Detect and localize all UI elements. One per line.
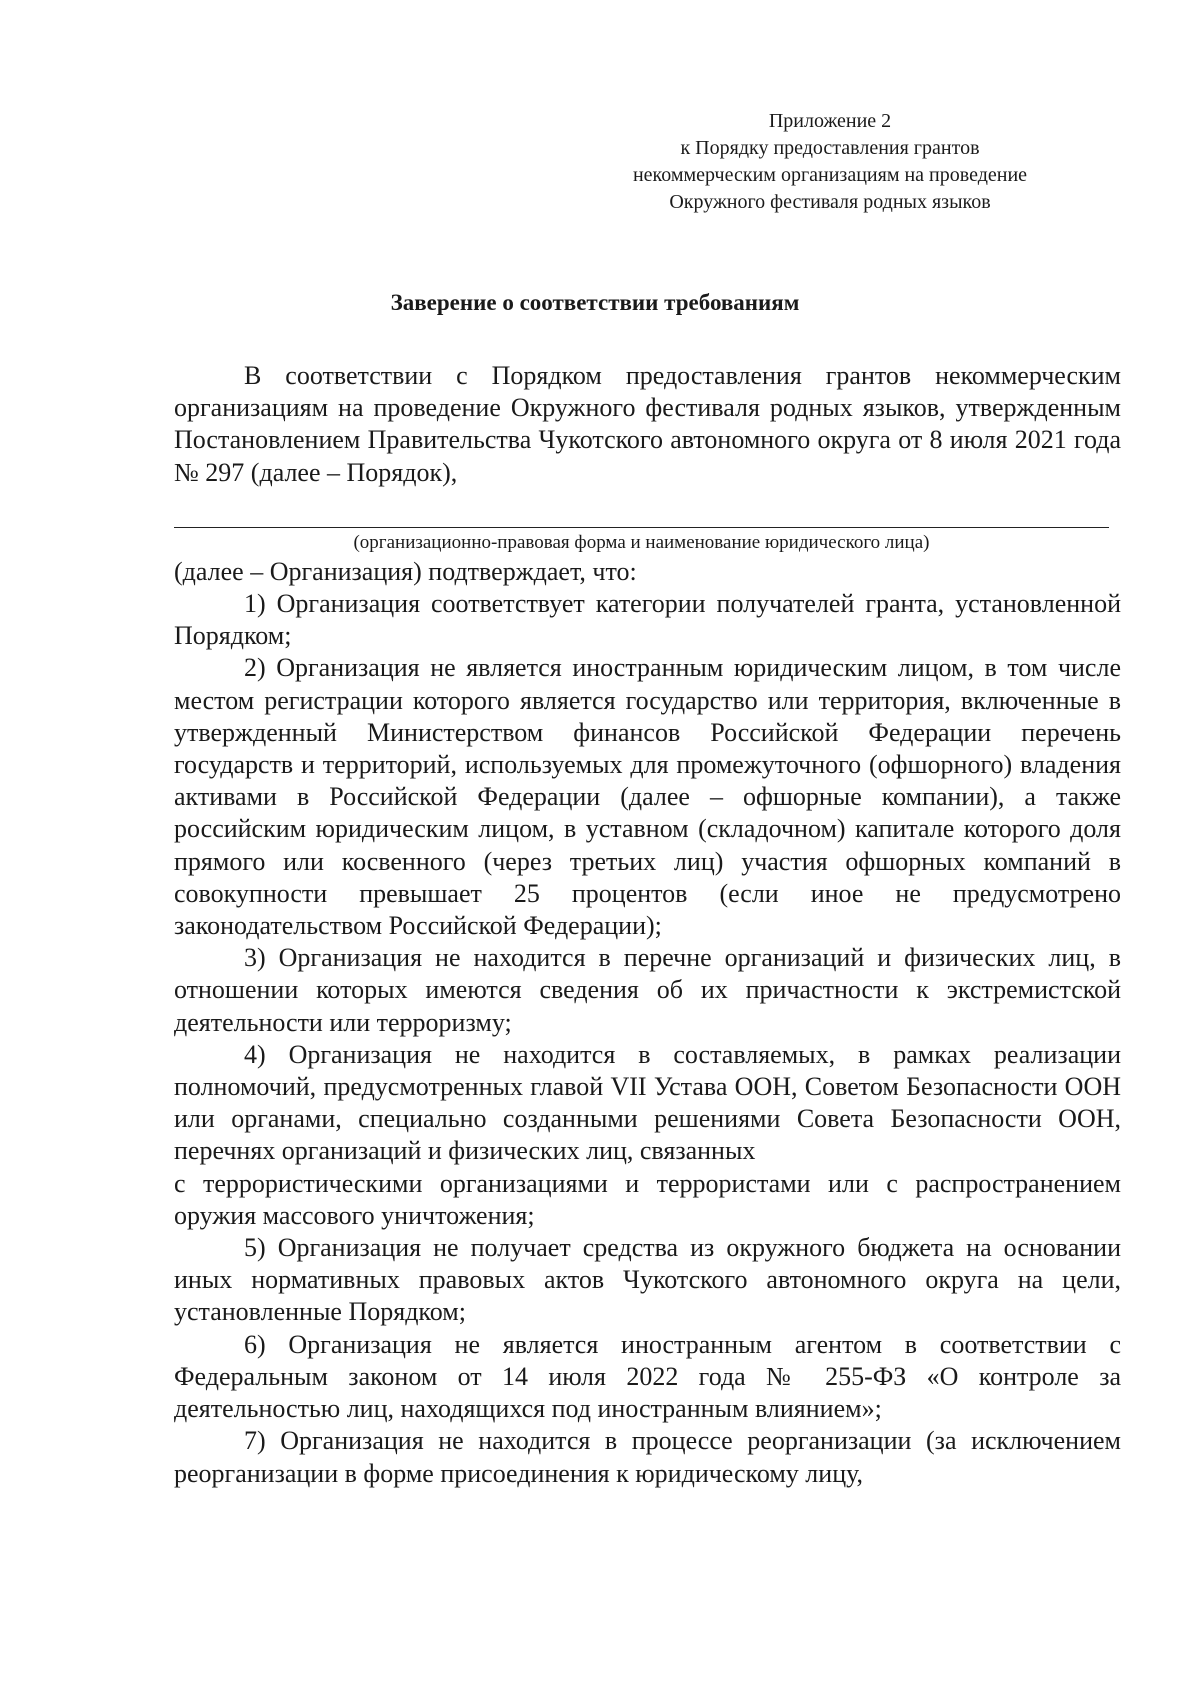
appendix-line: некоммерческим организациям на проведение [632, 164, 1028, 186]
appendix-line: к Порядку предоставления грантов [680, 137, 980, 159]
list-item: 1) Организация соответствует категории получателей гранта, установленной Порядком; [174, 589, 1121, 651]
list-item: 5) Организация не получает средства из окружного бюджета на основании иных нормативных правовых актов Чукотского автономного округа на цели, установленные Порядком; [174, 1233, 1121, 1327]
organization-name-field[interactable] [174, 489, 1109, 528]
confirm-line: (далее – Организация) подтверждает, что: [174, 556, 637, 586]
document-body [174, 360, 1121, 1490]
appendix-line: Окружного фестиваля родных языков [669, 191, 991, 213]
document-title: Заверение о соответствии требованиям [390, 290, 800, 315]
list-item: 3) Организация не находится в перечне организаций и физических лиц, в отношении которых имеются сведения об их причастности к экстремистской деятельности или терроризму; [174, 943, 1121, 1037]
list-item-continuation: с террористическими организациями и террористами или с распространением оружия массового уничтожения; [174, 1168, 1121, 1230]
list-item: 6) Организация не является иностранным агентом в соответствии с Федеральным законом от 14 июля 2022 года № 255-ФЗ «О контроле за деятельностью лиц, находящихся под иностранным влиянием»; [174, 1329, 1121, 1424]
list-item: 7) Организация не находится в процессе реорганизации (за исключением реорганизации в форме присоединения к юридическому лицу, [174, 1426, 1121, 1488]
appendix-header [560, 108, 1100, 216]
list-item: 4) Организация не находится в составляемых, в рамках реализации полномочий, предусмотренных главой VII Устава ООН, Советом Безопасности ООН или органами, специально созданными решениями Совета Безопасности ООН, перечнях организаций и физических лиц, связанных [174, 1039, 1121, 1166]
field-caption: (организационно-правовая форма и наименование юридического лица) [353, 531, 930, 553]
list-item: 2) Организация не является иностранным юридическим лицом, в том числе местом регистрации которого является государство или территория, включенные в утвержденный Министерством финансов Российской Федерации перечень государств и территорий, используемых для промежуточного (офшорного) владения активами в Российской Федерации (далее – офшорные компании), а также российским юридическим лицом, в уставном (складочном) капитале которого доля прямого или косвенного (через третьих лиц) участия офшорных компаний в совокупности превышает 25 процентов (если иное не предусмотрено законодательством Российской Федерации); [174, 653, 1121, 941]
intro-paragraph: В соответствии с Порядком предоставления грантов некоммерческим организациям на проведение Окружного фестиваля родных языков, утвержденным Постановлением Правительства Чукотского автономного округа от 8 июля 2021 года № 297 (далее – Порядок), [174, 361, 1121, 487]
appendix-line: Приложение 2 [768, 110, 892, 132]
